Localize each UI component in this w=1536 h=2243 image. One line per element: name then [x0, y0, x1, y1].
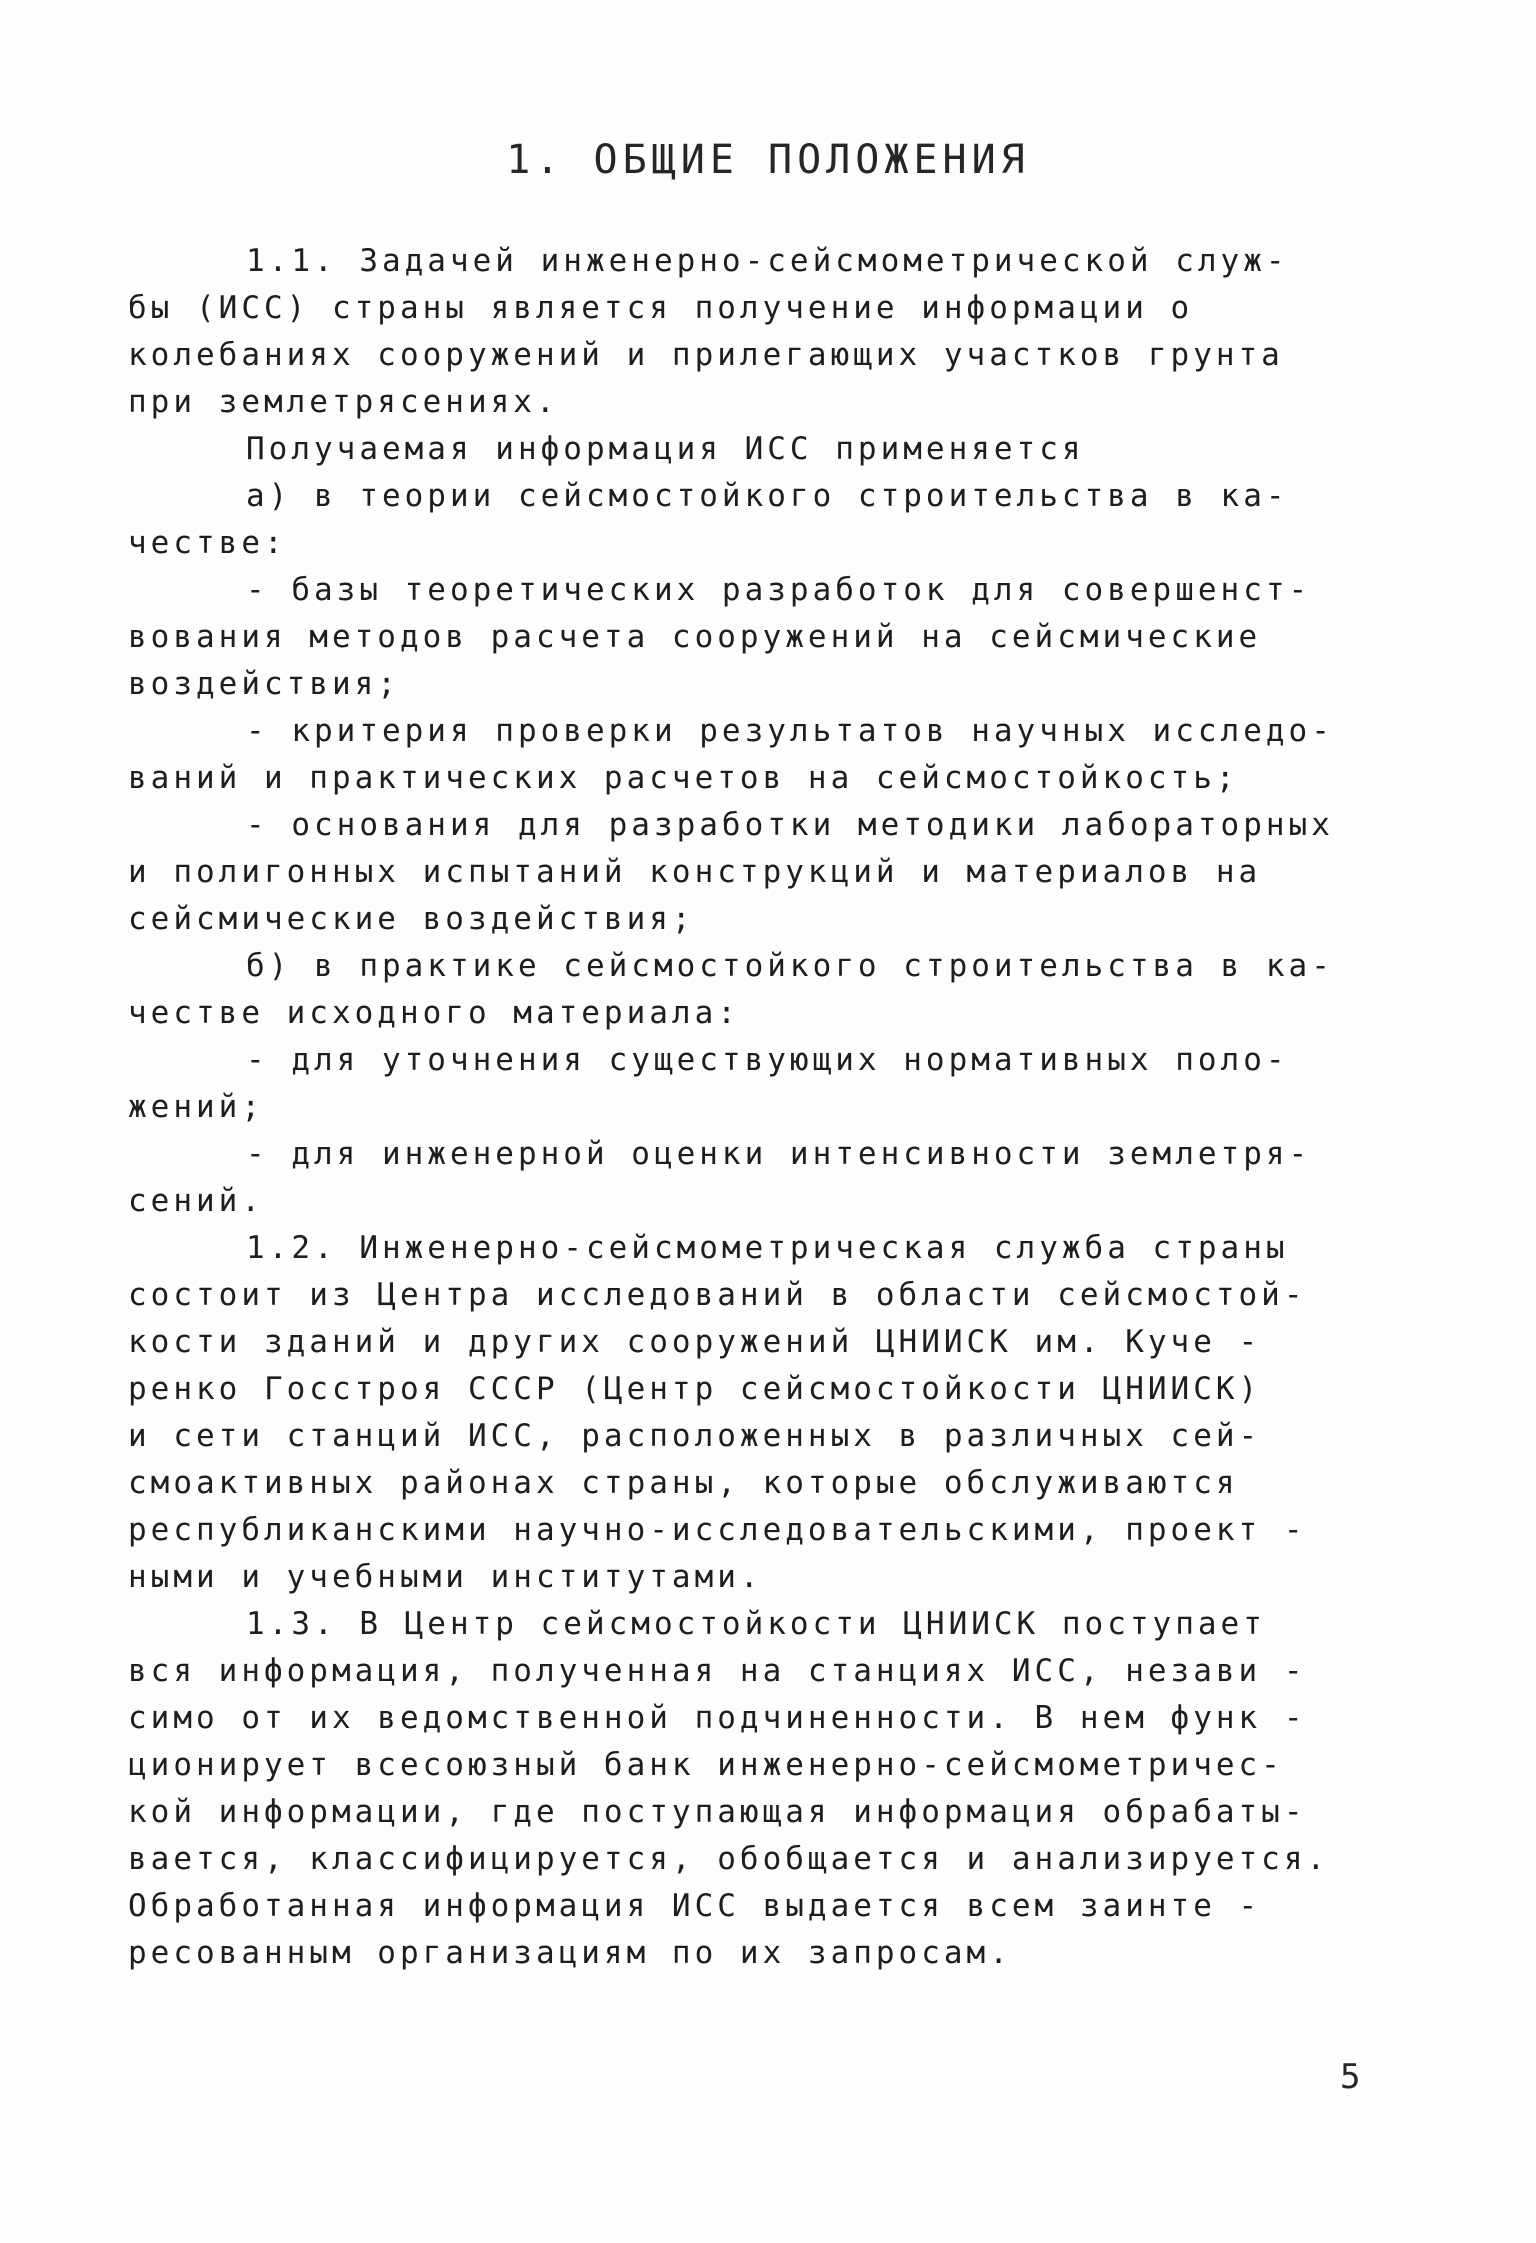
text-line: 1.2. Инженерно-сейсмометрическая служба страны	[246, 1230, 1289, 1266]
text-line: ресованным организациям по их запросам.	[128, 1935, 1012, 1971]
text-line: - базы теоретических разработок для совершенст-	[246, 572, 1312, 608]
text-line: жений;	[128, 1089, 264, 1125]
text-line: вается, классифицируется, обобщается и анализируется.	[128, 1841, 1330, 1877]
text-line: честве:	[128, 525, 287, 561]
text-line: ренко Госстроя СССР (Центр сейсмостойкости ЦНИИСК)	[128, 1371, 1262, 1407]
text-line: ными и учебными институтами.	[128, 1559, 763, 1595]
text-line: смоактивных районах страны, которые обслуживаются	[128, 1465, 1239, 1501]
text-line: честве исходного материала:	[128, 995, 740, 1031]
text-line: вся информация, полученная на станциях ИСС, незави -	[128, 1653, 1307, 1689]
text-line: - для инженерной оценки интенсивности землетря-	[246, 1136, 1312, 1172]
page-number: 5	[1340, 2057, 1361, 2097]
text-line: и сети станций ИСС, расположенных в различных сей-	[128, 1418, 1262, 1454]
text-line: - критерия проверки результатов научных исследо-	[246, 713, 1334, 749]
body-text	[128, 238, 1408, 1977]
text-line: Обработанная информация ИСС выдается всем заинте -	[128, 1888, 1262, 1924]
text-line: - основания для разработки методики лабораторных	[246, 807, 1334, 843]
text-line: - для уточнения существующих нормативных поло-	[246, 1042, 1289, 1078]
text-line: состоит из Центра исследований в области сейсмостой-	[128, 1277, 1307, 1313]
text-line: бы (ИСС) страны является получение информации о	[128, 290, 1194, 326]
text-line: ваний и практических расчетов на сейсмостойкость;	[128, 760, 1239, 796]
text-line: сений.	[128, 1183, 264, 1219]
text-line: симо от их ведомственной подчиненности. В нем функ -	[128, 1700, 1307, 1736]
text-line: сейсмические воздействия;	[128, 901, 695, 937]
text-line: 1.3. В Центр сейсмостойкости ЦНИИСК поступает	[246, 1606, 1266, 1642]
text-line: и полигонных испытаний конструкций и материалов на	[128, 854, 1262, 890]
text-line: колебаниях сооружений и прилегающих участков грунта	[128, 337, 1284, 373]
text-line: вования методов расчета сооружений на сейсмические	[128, 619, 1262, 655]
text-line: кости зданий и других сооружений ЦНИИСК им. Куче -	[128, 1324, 1262, 1360]
text-line: кой информации, где поступающая информация обрабаты-	[128, 1794, 1307, 1830]
text-line: воздействия;	[128, 666, 400, 702]
text-line: б) в практике сейсмостойкого строительства в ка-	[246, 948, 1334, 984]
text-line: ционирует всесоюзный банк инженерно-сейсмометричес-	[128, 1747, 1284, 1783]
text-line: республиканскими научно-исследовательскими, проект -	[128, 1512, 1307, 1548]
text-line: при землетрясениях.	[128, 384, 559, 420]
text-line: Получаемая информация ИСС применяется	[246, 431, 1085, 467]
text-line: 1.1. Задачей инженерно-сейсмометрической служ-	[246, 243, 1289, 279]
text-line: а) в теории сейсмостойкого строительства в ка-	[246, 478, 1289, 514]
section-heading: 1. ОБЩИЕ ПОЛОЖЕНИЯ	[506, 137, 1030, 183]
